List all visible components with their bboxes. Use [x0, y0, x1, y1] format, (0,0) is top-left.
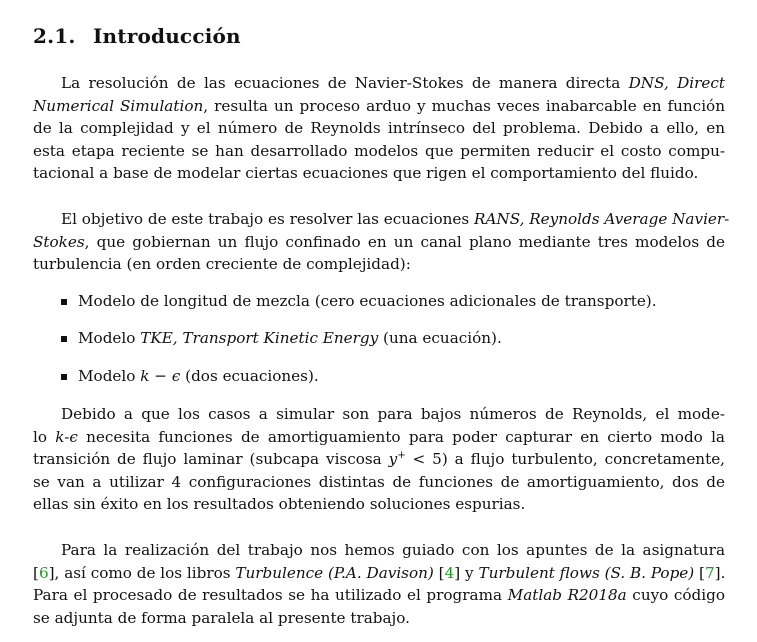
p3-line-5: ellas sin éxito en los resultados obteniendo soluciones espurias.	[33, 495, 526, 514]
model-list	[60, 290, 720, 312]
bullet-square-icon	[61, 336, 67, 342]
section-heading	[33, 24, 241, 48]
model-list-3	[60, 365, 720, 387]
p2-line-3: turbulencia (en orden creciente de complejidad):	[33, 255, 411, 274]
bullet-square-icon	[61, 374, 67, 380]
list-item: Modelo k − ϵ (dos ecuaciones).	[60, 365, 720, 387]
p4-line-3: Para el procesado de resultados se ha utilizado el programa Matlab R2018a cuyo código	[33, 586, 726, 605]
p2-line-2: Stokes, que gobiernan un flujo confinado en un canal plano mediante tres modelos de	[33, 232, 725, 251]
paragraph-damping	[33, 403, 725, 516]
p1-line-4: esta etapa reciente se han desarrollado modelos que permiten reducir el costo compu-	[33, 141, 725, 160]
p1-line-2: Numerical Simulation, resulta un proceso arduo y muchas veces inabarcable en función	[33, 96, 725, 115]
p2-line-1: El objetivo de este trabajo es resolver las ecuaciones RANS, Reynolds Average Navier-	[61, 210, 730, 228]
citation-link[interactable]: 7	[704, 563, 715, 582]
p1-line-1: La resolución de las ecuaciones de Navier-Stokes de manera directa DNS, Direct	[61, 74, 726, 92]
paragraph-intro	[33, 72, 725, 185]
bullet-square-icon	[61, 299, 67, 305]
paragraph-references	[33, 539, 725, 629]
citation-link[interactable]: 6	[38, 563, 49, 582]
p4-line-2: [6], así como de los libros Turbulence (P.A. Davison) [4] y Turbulent flows (S. B. Pope) [7].	[33, 563, 726, 582]
p3-line-4: se van a utilizar 4 configuraciones distintas de funciones de amortiguamiento, dos de	[33, 472, 725, 491]
p4-line-4: se adjunta de forma paralela al presente trabajo.	[33, 608, 410, 627]
list-item: Modelo TKE, Transport Kinetic Energy (una ecuación).	[60, 327, 720, 349]
p4-line-1: Para la realización del trabajo nos hemos guiado con los apuntes de la asignatura	[61, 541, 725, 559]
section-title: Introducción	[93, 24, 241, 48]
p1-line-5: tacional a base de modelar ciertas ecuaciones que rigen el comportamiento del fluido.	[33, 164, 699, 183]
p3-line-3: transición de flujo laminar (subcapa viscosa y+ < 5) a flujo turbulento, concretamente,	[33, 450, 726, 469]
list-item: Modelo de longitud de mezcla (cero ecuaciones adicionales de transporte).	[60, 290, 720, 312]
p1-line-3: de la complejidad y el número de Reynolds intrínseco del problema. Debido a ello, en	[33, 119, 725, 138]
section-number: 2.1.	[33, 24, 76, 48]
model-list-2	[60, 327, 720, 349]
p3-line-2: lo k-ϵ necesita funciones de amortiguamiento para poder capturar en cierto modo la	[33, 427, 725, 446]
citation-link[interactable]: 4	[444, 563, 455, 582]
p3-line-1: Debido a que los casos a simular son para bajos números de Reynolds, el mode-	[61, 405, 725, 423]
paragraph-objective	[33, 208, 730, 276]
